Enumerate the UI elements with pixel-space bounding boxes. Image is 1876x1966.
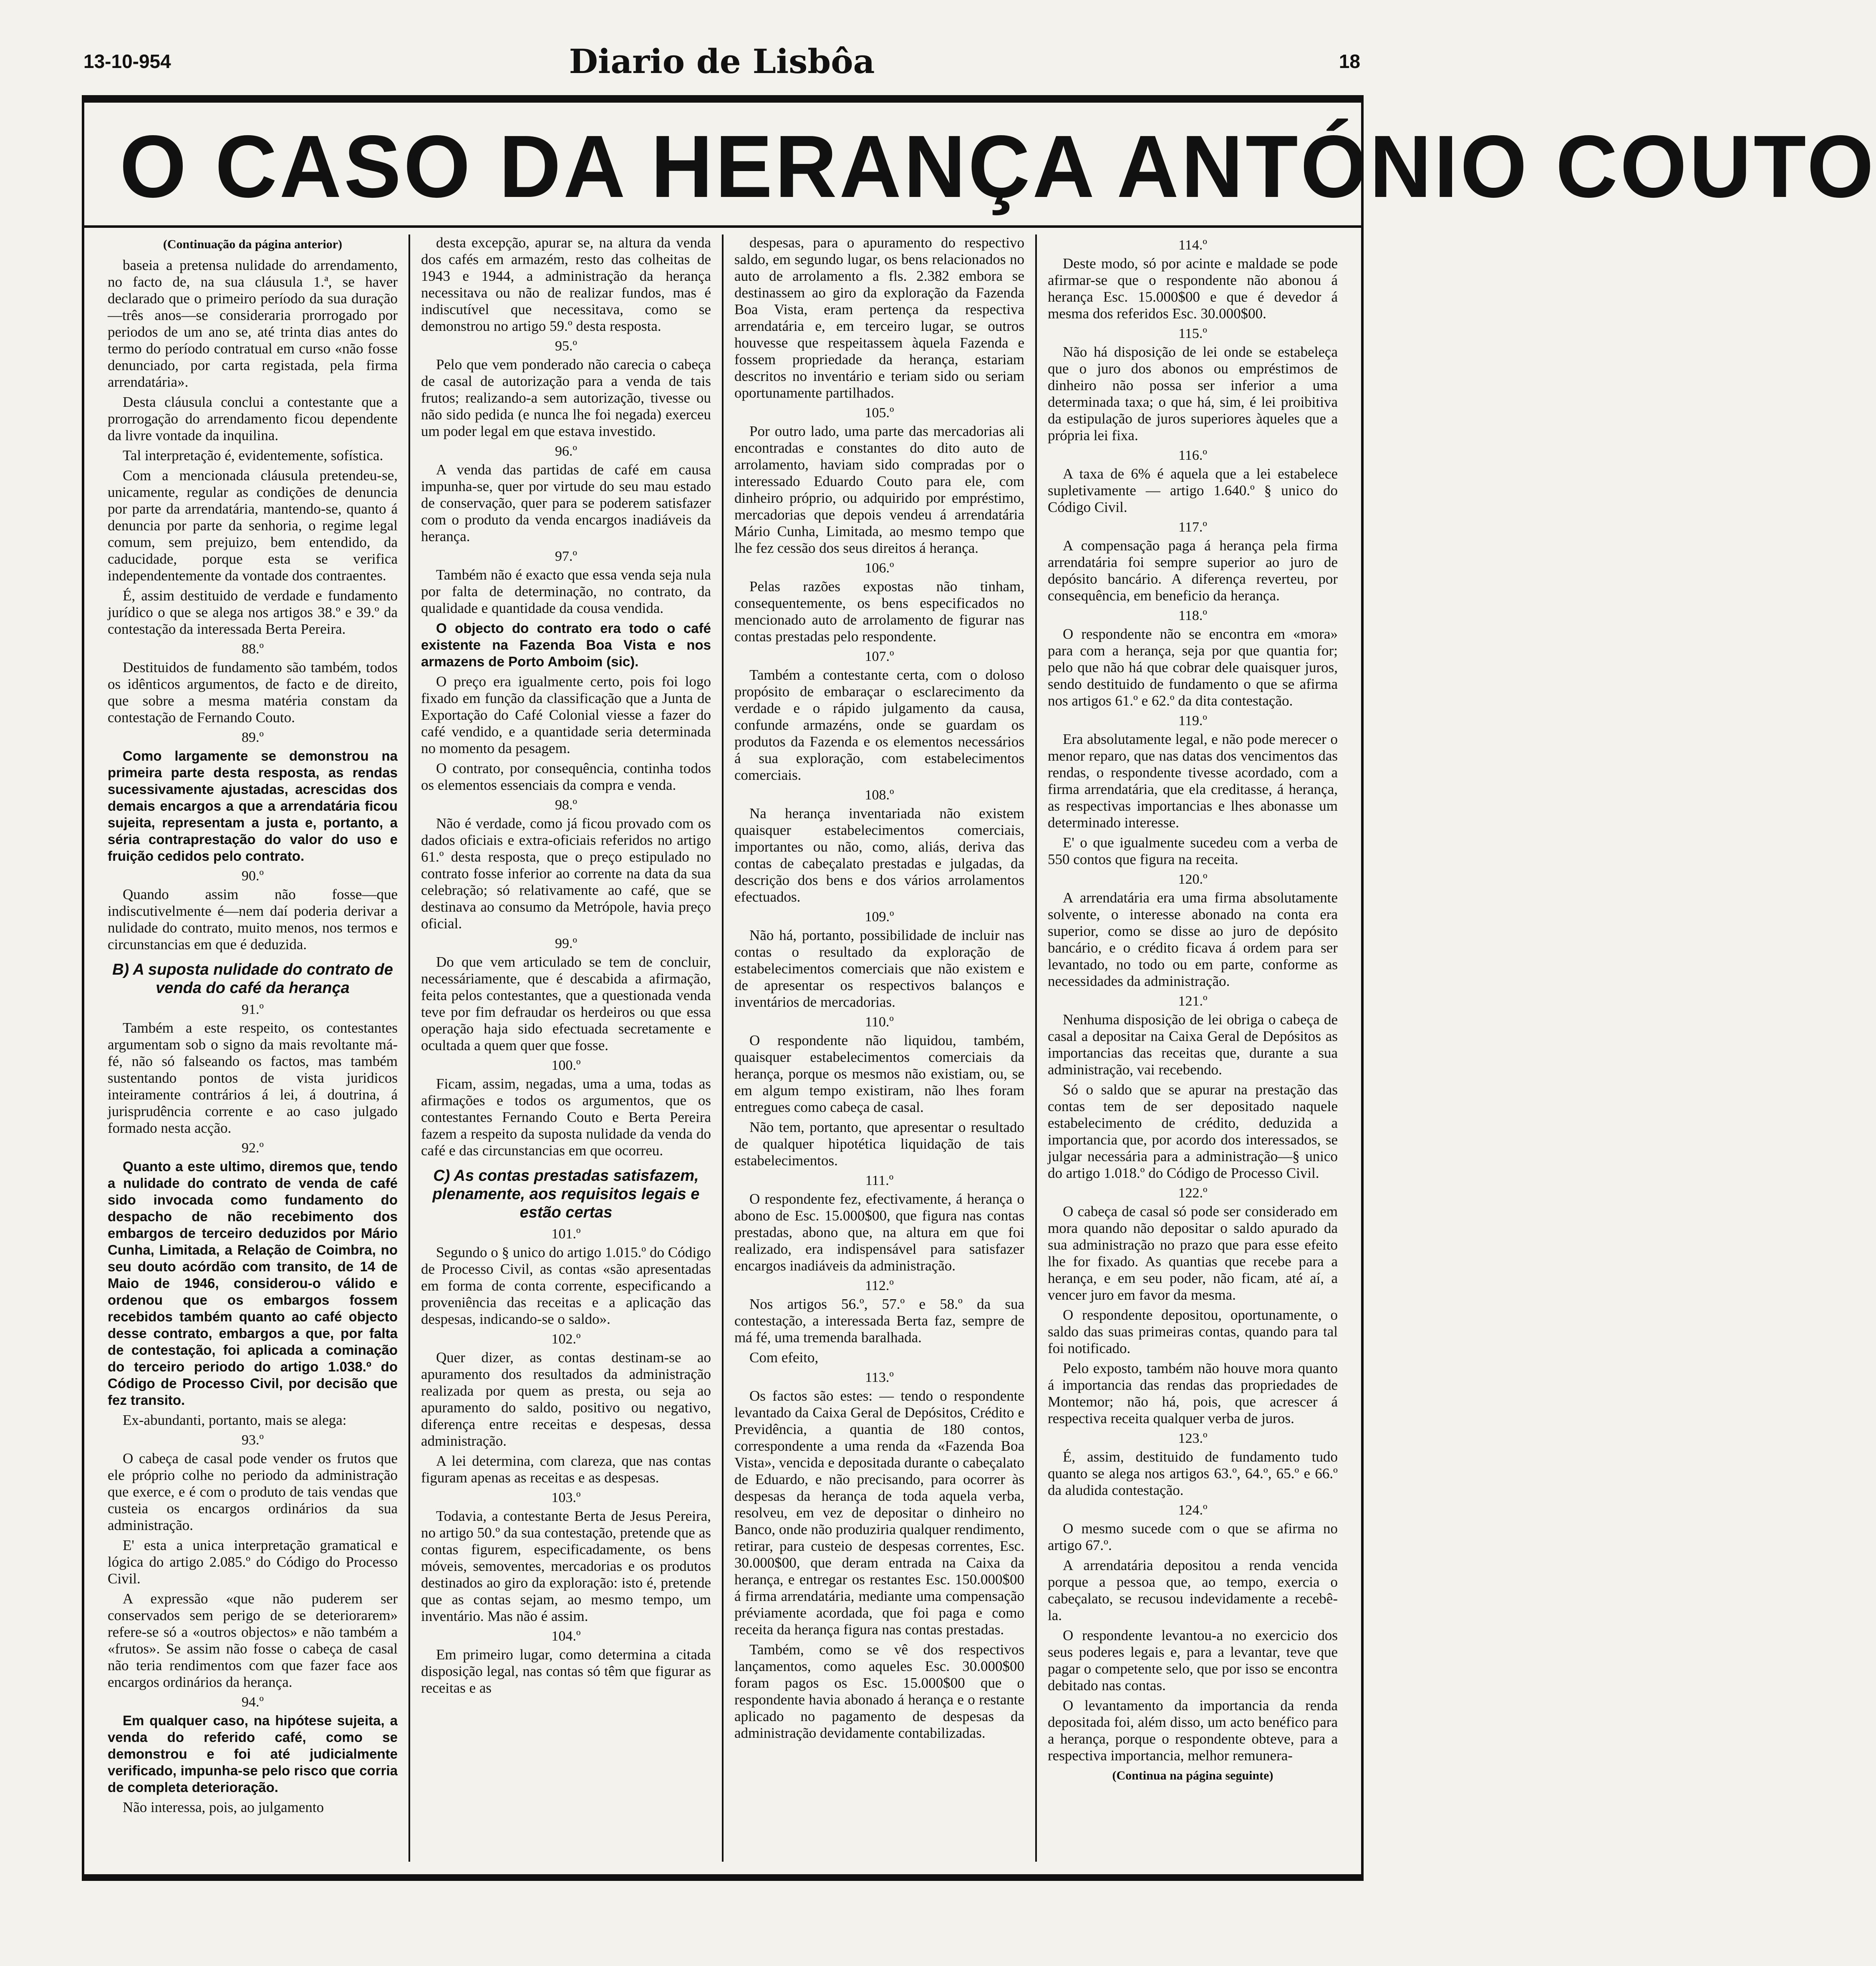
paragraph: A arrendatária era uma firma absolutamente solvente, o interesse abonado na conta era superior, como se disse ao juro de depósito bancário, e o crédito ficava á ordem para ser levantado, no todo ou em parte, conforme as necessidades da administração. bbox=[1048, 890, 1338, 989]
paragraph: Tal interpretação é, evidentemente, sofística. bbox=[123, 447, 383, 464]
article-columns bbox=[97, 234, 1349, 1862]
paragraph: A taxa de 6% é aquela que a lei estabelece supletivamente — artigo 1.640.º § unico do Código Civil. bbox=[1048, 466, 1338, 515]
headline-rule bbox=[84, 225, 1361, 228]
paragraph: Não há disposição de lei onde se estabeleça que o juro dos abonos ou empréstimos de dinheiro não possa ser inferior a uma determinada taxa; o que há, sim, é lei proibitiva da estipulação de juros superiores àqueles que a própria lei fixa. bbox=[1048, 344, 1338, 444]
top-rule bbox=[84, 98, 1361, 103]
paragraph: O preço era igualmente certo, pois foi logo fixado em função da classificação que a Junta de Exportação do Café Colonial viesse a fazer do café vendido, e a quantidade seria determinada no momento da pesagem. bbox=[421, 673, 711, 756]
article-number: 108.º bbox=[865, 787, 894, 803]
bottom-rule bbox=[84, 1874, 1361, 1878]
article-number: 103.º bbox=[551, 1490, 581, 1505]
paragraph: E' o que igualmente sucedeu com a verba de 550 contos que figura na receita. bbox=[1048, 834, 1338, 867]
paragraph: Também a este respeito, os contestantes argumentam sob o signo da mais revoltante má-fé, não só falseando os factos, mas também sustentando pontos de vista juridicos inteiramente contrários á lei, á doutrina, á jurisprudência corrente e ao caso julgado formado nesta acção. bbox=[108, 1020, 398, 1136]
paragraph: baseia a pretensa nulidade do arrendamento, no facto de, na sua cláusula 1.ª, se haver declarado que o primeiro período da sua duração—três anos—se consideraria prorrogado por periodos de um ano se, até trinta dias antes do termo do período contratual em curso «não fosse denunciado, por carta registada, pela firma arrendatária». bbox=[108, 257, 398, 390]
section-heading-b: B) A suposta nulidade do contrato de venda do café da herança bbox=[112, 961, 393, 997]
continues-note: (Continua na página seguinte) bbox=[1112, 1769, 1273, 1782]
bold-text: Quanto a este ultimo, diremos que, tendo a nulidade do contrato de venda de café sido invocada como fundamento do despacho de não recebimento dos embargos de terceiro deduzidos por Mário Cunha, Limitada, a Relação de Coimbra, no seu douto acórdão com transito, de 14 de Maio de 1946, considerou-o válido e ordenou que os embargos fossem recebidos também quanto ao café objecto desse contrato, embargos a que, por falta de contestação, foi aplicada a cominação do terceiro periodo do artigo 1.038.º do Código de Processo Civil, por decisão que fez transito. bbox=[108, 1159, 398, 1408]
paragraph: Quer dizer, as contas destinam-se ao apuramento dos resultados da administração realizada por quem as presta, ou seja ao apuramento do saldo, positivo ou negativo, diferença entre receitas e despesas, dessa administração. bbox=[421, 1349, 711, 1449]
paragraph: O cabeça de casal pode vender os frutos que ele próprio colhe no periodo da administração que exerce, e é com o produto de tais vendas que custeia os encargos ordinários da sua administração. bbox=[108, 1450, 398, 1533]
article-number: 121.º bbox=[1178, 993, 1208, 1009]
continued-from-note: (Continuação da página anterior) bbox=[163, 237, 343, 251]
paragraph: Segundo o § unico do artigo 1.015.º do Código de Processo Civil, as contas «são apresentadas em forma de conta corrente, especificando a proveniência das receitas e a aplicação das despesas, indicando-se o saldo». bbox=[421, 1244, 711, 1327]
paragraph: O respondente depositou, oportunamente, o saldo das suas primeiras contas, quando para tal foi notificado. bbox=[1048, 1307, 1338, 1356]
column-2 bbox=[408, 234, 722, 1862]
paragraph: Nos artigos 56.º, 57.º e 58.º da sua contestação, a interessada Berta faz, sempre de má fé, uma tremenda baralhada. bbox=[734, 1296, 1024, 1346]
paragraph: O contrato, por consequência, continha todos os elementos essenciais da compra e venda. bbox=[421, 760, 711, 793]
section-heading-c: C) As contas prestadas satisfazem, plenamente, aos requisitos legais e estão certas bbox=[432, 1167, 700, 1221]
paragraph: A arrendatária depositou a renda vencida porque a pessoa que, ao tempo, exercia o cabeçalato, se recusou indevidamente a recebê-la. bbox=[1048, 1557, 1338, 1623]
article-number: 95.º bbox=[555, 338, 577, 354]
article-number: 109.º bbox=[865, 909, 894, 925]
paragraph: A expressão «que não puderem ser conservados sem perigo de se deteriorarem» refere-se só a «outros objectos» e não também a «frutos». Se assim não fosse o cabeça de casal não teria rendimentos com que fazer face aos encargos ordinários da herança. bbox=[108, 1590, 398, 1690]
article-number: 117.º bbox=[1178, 519, 1207, 535]
paragraph: A lei determina, com clareza, que nas contas figuram apenas as receitas e as despesas. bbox=[421, 1453, 711, 1486]
paragraph: Por outro lado, uma parte das mercadorias ali encontradas e constantes do dito auto de arrolamento, haviam sido compradas por o interessado Eduardo Couto para ele, com dinheiro próprio, ou adquirido por empréstimo, mercadorias que depois vendeu á arrendatária Mário Cunha, Limitada, ao mesmo tempo que lhe fez cessão dos seus direitos á herança. bbox=[734, 423, 1024, 556]
paragraph: E' esta a unica interpretação gramatical e lógica do artigo 2.085.º do Código do Processo Civil. bbox=[108, 1537, 398, 1587]
article-number: 114.º bbox=[1178, 237, 1207, 253]
paragraph: Todavia, a contestante Berta de Jesus Pereira, no artigo 50.º da sua contestação, pretende que as contas figurem, especificadamente, os bens móveis, semoventes, mercadorias e os produtos destinados ao giro da exploração: isto é, pretende que as contas sejam, ao mesmo tempo, um inventário. Mas não é assim. bbox=[421, 1508, 711, 1624]
column-3 bbox=[722, 234, 1035, 1862]
paragraph: Com a mencionada cláusula pretendeu-se, unicamente, regular as condições de denuncia por parte da arrendatária, mantendo-se, quanto á denuncia por parte da senhoria, o regime legal comum, sem prejuizo, bem entendido, da caducidade, porque esta se verifica independentemente da vontade dos contraentes. bbox=[108, 467, 398, 584]
newspaper-name: Diario de Lisbôa bbox=[569, 42, 875, 81]
paragraph: A venda das partidas de café em causa impunha-se, quer por virtude do seu mau estado de conservação, quer para se poderem satisfazer com o produto da venda encargos inadiáveis da herança. bbox=[421, 461, 711, 544]
paragraph: Não interessa, pois, ao julgamento bbox=[123, 1799, 324, 1815]
paragraph: Não é verdade, como já ficou provado com os dados oficiais e extra-oficiais referidos no artigo 61.º desta resposta, que o preço estipulado no contrato fosse inferior ao corrente na data da sua celebração; só relativamente ao café, que se destinava ao consumo da Metrópole, havia preço oficial. bbox=[421, 815, 711, 932]
paragraph: Só o saldo que se apurar na prestação das contas tem de ser depositado naquele estabelecimento de crédito, deduzida a importancia que, por acordo dos interessados, se julgar necessária para a administração—§ unico do artigo 1.018.º do Código de Processo Civil. bbox=[1048, 1081, 1338, 1181]
paragraph: Deste modo, só por acinte e maldade se pode afirmar-se que o respondente não abonou á herança Esc. 15.000$00 e que é devedor á mesma dos referidos Esc. 30.000$00. bbox=[1048, 255, 1338, 322]
article-number: 91.º bbox=[241, 1002, 264, 1017]
article-number: 120.º bbox=[1178, 872, 1208, 887]
paragraph: O cabeça de casal só pode ser considerado em mora quando não depositar o saldo apurado da sua administração no prazo que para esse efeito lhe for fixado. As quantias que recebe para a herança, e em seu poder, não ficam, até aí, a vencer juro em favor da mesma. bbox=[1048, 1203, 1338, 1303]
paragraph: É, assim, destituido de fundamento tudo quanto se alega nos artigos 63.º, 64.º, 65.º e 66.º da aludida contestação. bbox=[1048, 1449, 1338, 1498]
article-number: 88.º bbox=[241, 641, 264, 657]
paragraph: Em primeiro lugar, como determina a citada disposição legal, nas contas só têm que figurar as receitas e as bbox=[421, 1646, 711, 1696]
bold-text: Em qualquer caso, na hipótese sujeita, a venda do referido café, como se demonstrou e foi até judicialmente verificado, impunha-se pelo risco que corria de completa deterioração. bbox=[108, 1713, 398, 1795]
article-number: 98.º bbox=[555, 797, 577, 813]
article-number: 115.º bbox=[1178, 326, 1207, 341]
article-number: 100.º bbox=[551, 1058, 581, 1073]
paragraph: É, assim destituido de verdade e fundamento jurídico o que se alega nos artigos 38.º e 39.º da contestação da interessada Berta Pereira. bbox=[108, 587, 398, 637]
paragraph: O respondente não se encontra em «mora» para com a herança, seja por que quantia for; pelo que não há que cobrar dele quaisquer juros, sendo destituido de fundamento o que se afirma nos artigos 61.º e 62.º da dita contestação. bbox=[1048, 626, 1338, 709]
article-number: 99.º bbox=[555, 936, 577, 951]
paragraph: Ex-abundanti, portanto, mais se alega: bbox=[123, 1412, 347, 1428]
column-4 bbox=[1035, 234, 1349, 1862]
article-number: 122.º bbox=[1178, 1185, 1208, 1201]
page-number: 18 bbox=[1339, 50, 1360, 72]
paragraph bbox=[108, 1158, 398, 1409]
paragraph: O respondente não liquidou, também, quaisquer estabelecimentos comerciais da herança, porque os mesmos não existiam, ou, se em algum tempo existiram, não lhes foram entregues como cabeça de casal. bbox=[734, 1032, 1024, 1115]
paragraph: Destituidos de fundamento são também, todos os idênticos argumentos, de facto e de direito, que sobre a mesma matéria constam da contestação de Fernando Couto. bbox=[108, 659, 398, 726]
paragraph: Na herança inventariada não existem quaisquer estabelecimentos comerciais, importantes ou não, como, aliás, deriva das contas de cabeçalato prestadas e julgadas, da descrição dos bens e dos vários arrolamentos efectuados. bbox=[734, 805, 1024, 905]
article-number: 124.º bbox=[1178, 1502, 1208, 1518]
paragraph: A compensação paga á herança pela firma arrendatária foi sempre superior ao juro de depósito bancário. A diferença reverteu, por consequência, em beneficio da herança. bbox=[1048, 537, 1338, 604]
paragraph: Era absolutamente legal, e não pode merecer o menor reparo, que nas datas dos vencimentos das rendas, o respondente tivesse acordado, com a firma arrendatária, que ela creditasse, á herança, as respectivas importancias e lhes abonasse um determinado interesse. bbox=[1048, 731, 1338, 831]
paragraph: Com efeito, bbox=[749, 1349, 819, 1366]
article-number: 94.º bbox=[241, 1694, 264, 1710]
paragraph: Também não é exacto que essa venda seja nula por falta de determinação, no contrato, da qualidade e quantidade da cousa vendida. bbox=[421, 567, 711, 616]
bold-text: Como largamente se demonstrou na primeira parte desta resposta, as rendas sucessivamente ajustadas, acrescidas dos demais encargos a que a arrendatária ficou sujeita, representam a justa e, portanto, a séria contraprestação do valor do uso e fruição cedidos pelo contrato. bbox=[108, 748, 398, 864]
paragraph bbox=[108, 1712, 398, 1796]
paragraph: O respondente levantou-a no exercicio dos seus poderes legais e, para a levantar, teve que pagar o competente selo, que por isso se encontra debitado nas contas. bbox=[1048, 1627, 1338, 1694]
article-number: 90.º bbox=[241, 868, 264, 884]
article-number: 104.º bbox=[551, 1628, 581, 1644]
article-number: 93.º bbox=[241, 1432, 264, 1448]
paragraph: Ficam, assim, negadas, uma a uma, todas as afirmações e todos os argumentos, que os contestantes Fernando Couto e Berta Pereira fazem a respeito da suposta nulidade da venda do café e das circunstancias em que ocorreu. bbox=[421, 1076, 711, 1159]
article-number: 110.º bbox=[865, 1014, 894, 1030]
paragraph: desta excepção, apurar se, na altura da venda dos cafés em armazém, resto das colheitas de 1943 e 1944, a administração da herança necessitava ou não de realizar fundos, mas é indiscutível que necessitava, como se demonstrou no artigo 59.º desta resposta. bbox=[421, 234, 711, 334]
paragraph: Também, como se vê dos respectivos lançamentos, como aqueles Esc. 30.000$00 foram pagos os Esc. 15.000$00 que o respondente havia abonado á herança e o restante aplicado no pagamento de despesas da administração devidamente contabilizadas. bbox=[734, 1641, 1024, 1741]
masthead bbox=[83, 42, 1360, 88]
article-number: 102.º bbox=[551, 1331, 581, 1347]
article-number: 106.º bbox=[865, 560, 894, 576]
paragraph: Nenhuma disposição de lei obriga o cabeça de casal a depositar na Caixa Geral de Depósitos as importancias das receitas que, durante a sua administração, vai recebendo. bbox=[1048, 1011, 1338, 1078]
paragraph: despesas, para o apuramento do respectivo saldo, em segundo lugar, os bens relacionados no auto de arrolamento a fls. 2.382 embora se destinassem ao giro da exploração da Fazenda Boa Vista, eram pertença da respectiva arrendatária e, em terceiro lugar, se outros houvesse que respeitassem àquela Fazenda e fossem propriedade da herança, estariam descritos no inventário e teriam sido ou seriam oportunamente partilhados. bbox=[734, 234, 1024, 401]
paragraph: Desta cláusula conclui a contestante que a prorrogação do arrendamento ficou dependente da livre vontade da inquilina. bbox=[108, 394, 398, 444]
article-number: 92.º bbox=[241, 1140, 264, 1156]
article-number: 119.º bbox=[1178, 713, 1207, 728]
article-number: 107.º bbox=[865, 649, 894, 664]
article-number: 89.º bbox=[241, 730, 264, 745]
paragraph: Não há, portanto, possibilidade de incluir nas contas o resultado da exploração de estabelecimentos comerciais que não existem e de apresentar os respectivos balanços e inventários de mercadorias. bbox=[734, 927, 1024, 1010]
article-frame bbox=[82, 95, 1876, 1881]
paragraph: Também a contestante certa, com o doloso propósito de embaraçar o esclarecimento da verdade e o rápido julgamento da causa, confunde armazéns, onde se guardam os produtos da Fazenda e os elementos necessários á sua exploração, com estabelecimentos comerciais. bbox=[734, 667, 1024, 783]
article-number: 113.º bbox=[865, 1370, 894, 1385]
issue-date: 13-10-954 bbox=[83, 50, 171, 72]
article-number: 116.º bbox=[1178, 448, 1207, 463]
paragraph bbox=[108, 748, 398, 865]
article-headline: O CASO DA HERANÇA ANTÓNIO COUTO bbox=[119, 117, 1876, 216]
paragraph: Não tem, portanto, que apresentar o resultado de qualquer hipotética liquidação de tais estabelecimentos. bbox=[734, 1119, 1024, 1169]
paragraph: O levantamento da importancia da renda depositada foi, além disso, um acto benéfico para a herança, porque o respondente obteve, para a respectiva importancia, melhor remunera- bbox=[1048, 1697, 1338, 1764]
paragraph: Pelo exposto, também não houve mora quanto á importancia das rendas das propriedades de Montemor; não há, pois, que acrescer á respectiva receita qualquer verba de juros. bbox=[1048, 1360, 1338, 1427]
paragraph bbox=[421, 620, 711, 670]
paragraph: O respondente fez, efectivamente, á herança o abono de Esc. 15.000$00, que figura nas contas prestadas, abono que, na altura em que foi realizado, era indispensável para satisfazer encargos inadiáveis da administração. bbox=[734, 1191, 1024, 1274]
paragraph: Do que vem articulado se tem de concluir, necessáriamente, que é descabida a afirmação, feita pelos contestantes, que a questionada venda teve por fim defraudar os herdeiros ou que essa operação haja sido efectuada secretamente e ocultada a quem quer que fosse. bbox=[421, 954, 711, 1054]
bold-text: O objecto do contrato era todo o café existente na Fazenda Boa Vista e nos armazens de Porto Amboim (sic). bbox=[421, 620, 711, 669]
article-number: 111.º bbox=[865, 1173, 894, 1188]
paragraph: Quando assim não fosse—que indiscutivelmente é—nem daí poderia derivar a nulidade do contrato, muito menos, nos termos e circunstancias em que é deduzida. bbox=[108, 886, 398, 953]
article-number: 96.º bbox=[555, 444, 577, 459]
article-number: 118.º bbox=[1178, 608, 1207, 623]
column-1 bbox=[97, 234, 408, 1862]
article-number: 101.º bbox=[551, 1226, 581, 1242]
article-number: 112.º bbox=[865, 1278, 894, 1293]
paragraph: O mesmo sucede com o que se afirma no artigo 67.º. bbox=[1048, 1520, 1338, 1553]
paragraph: Pelas razões expostas não tinham, consequentemente, os bens especificados no mencionado auto de arrolamento de figurar nas contas prestadas pelo respondente. bbox=[734, 578, 1024, 645]
paragraph: Pelo que vem ponderado não carecia o cabeça de casal de autorização para a venda de tais frutos; realizando-a sem autorização, tivesse ou não sido pedida (e nunca lhe foi negada) exerceu um poder legal em que estava investido. bbox=[421, 356, 711, 439]
article-number: 123.º bbox=[1178, 1431, 1208, 1446]
article-number: 105.º bbox=[865, 405, 894, 421]
article-number: 97.º bbox=[555, 549, 577, 564]
paragraph: Os factos são estes: — tendo o respondente levantado da Caixa Geral de Depósitos, Crédito e Previdência, a quantia de 180 contos, correspondente a uma renda da «Fazenda Boa Vista», vencida e depositada durante o cabeçalato de Eduardo, e não precisando, para ocorrer às despesas da herança de toda aquela verba, resolveu, em vez de depositar o dinheiro no Banco, onde não produziria qualquer rendimento, retirar, para custeio de despesas correntes, Esc. 30.000$00, que deram entrada na Caixa da herança, e entregar os restantes Esc. 150.000$00 á firma arrendatária, mediante uma compensação préviamente acordada, que foi paga e como receita da herança figura nas contas prestadas. bbox=[734, 1388, 1024, 1638]
